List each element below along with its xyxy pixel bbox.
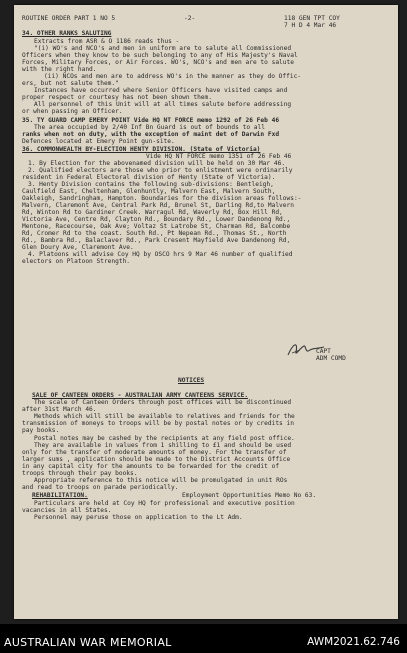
document-line: Rd, Cromer Rd to the coast. South Rd., Pt Nepean Rd., Thomas St., North xyxy=(22,230,287,237)
document-line: Postal notes may be cashed by the recipients at any field post office. xyxy=(34,435,295,442)
document-line: Officers when they know to be such belonging to any of His Majesty's Naval xyxy=(22,52,298,59)
document-line: Instances have occurred where Senior Officers have visited camps and xyxy=(34,87,288,94)
document-line: Defences located at Emery Point gun-site. xyxy=(22,138,175,145)
document-line: Particulars are held at Coy HQ for professional and executive position xyxy=(34,500,295,507)
document-line: 36. COMMONWEALTH BY-ELECTION HENTY DIVISION. (State of Victoria) xyxy=(22,146,261,153)
document-line: They are available in values from 1 shilling to £1 and should be used xyxy=(34,442,292,449)
document-line: 35. TY GUARD CAMP EMERY POINT Vide HQ NT FORCE memo 1292 of 26 Feb 46 xyxy=(22,117,280,124)
document-line: resident in Federal Electoral division of Henty (State of Victoria). xyxy=(22,174,276,181)
document-line: SALE OF CANTEEN ORDERS - AUSTRALIAN ARMY CANTEENS SERVICE. xyxy=(32,392,249,399)
document-line: (ii) NCOs and men are to address WO's in the manner as they do Offic- xyxy=(44,73,302,80)
document-line: with the right hand. xyxy=(22,66,97,73)
footer-institution: AUSTRALIAN WAR MEMORIAL xyxy=(4,636,172,649)
document-line: Oakleigh, Sandringham, Hampton. Boundaries for the division areas follows:- xyxy=(22,195,302,202)
document-line: 4. Platoons will advise Coy HQ by OSCO hrs 9 Mar 46 number of qualified xyxy=(28,251,293,258)
document-line: Forces, Military Forces, or Air Forces. WO's, NCO's and men are to salute xyxy=(22,59,294,66)
header-page-number: -2- xyxy=(184,15,196,22)
document-line: electors on Platoon Strength. xyxy=(22,258,131,265)
document-line: Appropriate reference to this notice will be promulgated in unit ROs xyxy=(34,477,288,484)
document-line: Mentone, Racecourse, Oak Ave; Voltaz St Latrobe St, Charman Rd, Balcombe xyxy=(22,223,291,230)
document-line: REHABILITATION. xyxy=(32,492,88,499)
header-left: ROUTINE ORDER PART 1 NO 5 xyxy=(22,15,116,22)
document-page xyxy=(14,5,398,619)
document-line: NOTICES xyxy=(178,377,205,384)
document-line: 1. By Election for the abovenamed division will be held on 30 Mar 46. xyxy=(28,160,286,167)
document-line: Caulfield East, Cheltenham, Glenhuntly, Malvern East, Malvern South, xyxy=(22,188,276,195)
document-line: CAPT xyxy=(316,348,331,355)
document-line: only for the transfer of moderate amounts of money. For the transfer of xyxy=(22,449,287,456)
footer-bar xyxy=(0,624,407,653)
document-line: ers, but not salute them." xyxy=(22,80,119,87)
document-line: Extracts from ASR & O 1186 reads thus - xyxy=(34,38,180,45)
document-line: in any capital city for the amounts to be forwarded for the credit of xyxy=(22,463,280,470)
document-line: The area occupied by 2/40 Inf Bn Guard is out of bounds to all xyxy=(34,124,265,131)
document-line: Employment Opportunities Memo No 63. xyxy=(182,492,317,499)
document-line: or when passing an Officer. xyxy=(22,108,123,115)
document-line: Personnel may peruse those on application to the Lt Adm. xyxy=(34,514,243,521)
document-line: pay books. xyxy=(22,427,60,434)
document-line: 2. Qualified electors are those who prior to enlistment were ordinarily xyxy=(28,167,293,174)
document-line: ADM COMD xyxy=(316,355,346,362)
document-line: Malvern, Claremont Ave, Central Park Rd, Brunel St, Darling Rd,to Malvern xyxy=(22,202,294,209)
document-line: Vide HQ NT FORCE memo 1351 of 26 Feb 46 xyxy=(146,153,292,160)
document-line: 3. Henty Division contains the following sub-divisions: Bentleigh, xyxy=(28,181,274,188)
document-line: troops through their pay books. xyxy=(22,470,138,477)
document-line: The scale of Canteen Orders through post offices will be discontinued xyxy=(34,399,292,406)
header-date: 7 H D 4 Mar 46 xyxy=(284,22,337,29)
signature-icon xyxy=(286,340,326,360)
document-line: larger sums , application should be made to the District Accounts Office xyxy=(22,456,291,463)
document-line: Victoria Ave, Centre Rd, Clayton Rd., Boundary Rd., Lower Dandenong Rd., xyxy=(22,216,291,223)
document-line: after 31st March 46. xyxy=(22,406,97,413)
document-line: 34. OTHER RANKS SALUTING xyxy=(22,30,112,37)
document-line: vacancies in all States. xyxy=(22,507,112,514)
document-line: proper respect or courtesy has not been shown them. xyxy=(22,94,212,101)
document-line: Methods which will still be available to relatives and friends for the xyxy=(34,413,295,420)
document-line: transmission of moneys to troops will be by postal notes or by credits in xyxy=(22,420,294,427)
document-line: Rd, Winton Rd to Gardiner Creek. Warragul Rd, Waverly Rd, Box Hill Rd, xyxy=(22,209,283,216)
footer-reference: AWM2021.62.746 xyxy=(307,636,400,648)
document-line: Glen Doury Ave, Claremont Ave. xyxy=(22,244,134,251)
header-unit: 118 GEN TPT COY xyxy=(284,15,340,22)
document-line: "(i) WO's and NCO's and men in uniform are to salute all Commissioned xyxy=(34,45,292,52)
document-line: Rd., Bambra Rd., Balaclaver Rd., Park Cresent Mayfield Ave Dandenong Rd, xyxy=(22,237,291,244)
document-line: All personnel of this Unit will at all times salute before addressing xyxy=(34,101,292,108)
document-line: ranks when not on duty, with the exception of maint det of Darwin Fxd xyxy=(22,131,280,138)
document-line: and read to troops on parade periodically. xyxy=(22,484,179,491)
